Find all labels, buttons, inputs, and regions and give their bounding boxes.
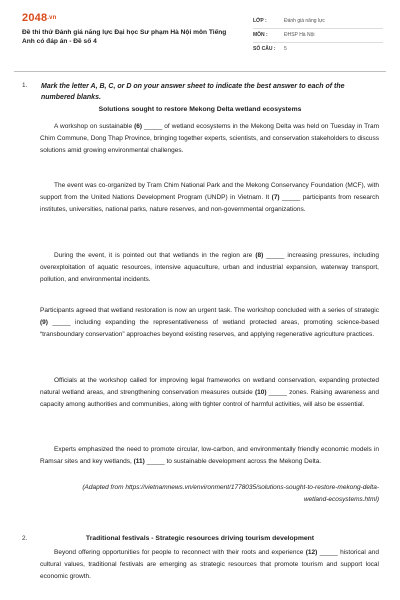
blank-6: (6) — [134, 123, 143, 130]
header-divider — [14, 71, 386, 72]
passage2-paragraph-1: Beyond offering opportunities for people to reconnect with their roots and experience (12) _____ historical and cultural values, traditional festivals are emerging as strategic resources that promote tourism and support local economic growth. — [40, 549, 379, 580]
meta-class-row — [253, 15, 383, 29]
header — [0, 0, 400, 64]
blank-8: (8) — [255, 252, 264, 259]
meta-question-count-value: 5 — [284, 46, 287, 52]
meta-subject-label: MÔN : — [253, 32, 268, 38]
passage-paragraph-3: During the event, it is pointed out that wetlands in the region are (8) _____ increasing pressures, including overexploitation of aquatic resources, intensive aquaculture, urban and industrial expansion, waterway transport, pollution, and environmental incidents. — [40, 252, 379, 283]
blank-10: (10) — [254, 388, 267, 396]
document-title: Đề thi thử Đánh giá năng lực Đại học Sư phạm Hà Nội môn Tiếng Anh có đáp án - Đề số 4 — [22, 29, 227, 45]
blank-9: (9) — [40, 318, 48, 326]
blank-7: (7) — [271, 193, 280, 201]
logo-suffix: .vn — [47, 15, 57, 22]
meta-class-value: Đánh giá năng lực — [284, 18, 325, 24]
question-number: 1. — [22, 82, 28, 89]
question-instruction: Mark the letter A, B, C, or D on your answer sheet to indicate the best answer to each of the numbered blanks. — [41, 83, 345, 101]
blank-12: (12) — [305, 549, 318, 556]
question-number-2: 2. — [22, 535, 28, 542]
passage-source: (Adapted from https://vietnamnews.vn/environment/1778035/solutions-sought-to-restore-mekong-delta-wetland-ecosystems.html) — [82, 484, 379, 503]
passage-paragraph-4: Participants agreed that wetland restoration is now an urgent task. The workshop concluded with a series of strategic (9) _____ including expanding the representativeness of wetland protected areas, promoting science-based “transboundary conservation” approaches beyond existing reserves, and applying regenerative agriculture practices. — [40, 307, 379, 338]
logo-text: 2048 — [22, 12, 48, 24]
meta-question-count-label: SỐ CÂU : — [253, 46, 276, 52]
meta-class-label: LỚP : — [253, 18, 267, 24]
site-logo[interactable] — [22, 12, 57, 24]
passage-paragraph-5: Officials at the workshop called for improving legal frameworks on wetland conservation, expanding protected natural wetland areas, and strengthening conservation measures outside (10) _____ zones. Raising awareness and capacity among authorities and communities, along with tighter control of harmful activities, will also be essential. — [40, 377, 379, 408]
meta-subject-value: ĐHSP Hà Nội — [284, 32, 315, 38]
passage-paragraph-2: The event was co-organized by Tram Chim National Park and the Mekong Conservancy Foundation (MCF), with support from the United Nations Development Program (UNDP) in Vietnam. It (7) _____ participants from research institutes, universities, national parks, nature reserves, and non-governmental organizations. — [40, 182, 380, 213]
passage-title-2: Traditional festivals - Strategic resources driving tourism development — [85, 535, 315, 542]
passage-paragraph-1: A workshop on sustainable (6) _____ of wetland ecosystems in the Mekong Delta was held on Tuesday in Tram Chim Commune, Dong Thap Province, bringing together experts, scientists, and conservation stakeholders to discuss solutions amid growing environmental challenges. — [40, 123, 379, 154]
passage-title: Solutions sought to restore Mekong Delta wetland ecosystems — [98, 106, 302, 113]
passage-paragraph-6: Experts emphasized the need to promote circular, low-carbon, and environmentally friendly economic models in Ramsar sites and key wetlands, (11) _____ to sustainable development across the Mekong Delta. — [40, 446, 379, 465]
meta-question-count-row — [253, 43, 383, 56]
meta-subject-row — [253, 29, 383, 43]
blank-11: (11) — [133, 457, 145, 465]
